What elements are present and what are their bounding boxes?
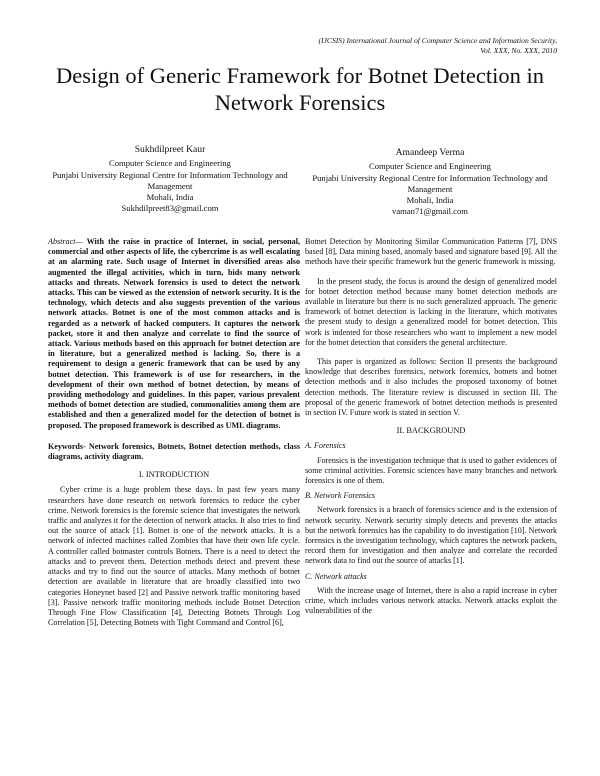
- journal-line-1: (IJCSIS) International Journal of Computer Science and Information Security,: [318, 36, 557, 45]
- left-column: [48, 237, 300, 628]
- introduction-para-3: This paper is organized as follows: Section II presents the background knowledge that describes forensics, network forensics, botnets and botnet detection methods and it also includes the proposed taxonomy of botnet detection methods. The literature review is discussed in section III. The proposal of the generic framework of botnet detection methods is presented in section IV. Future work is stated in section V.: [305, 357, 557, 418]
- subsection-heading-forensics: A. Forensics: [305, 441, 346, 451]
- author-name: Sukhdilpreet Kaur: [134, 144, 206, 155]
- abstract-lead: Abstract—: [48, 237, 83, 246]
- author-email: Sukhdilpreet83@gmail.com: [121, 203, 219, 214]
- network-forensics-text: Network forensics is a branch of forensics science and is the extension of network security. Network security simply detects and prevents the attacks but the network forensics has the capability to do investigation [10]. Network forensics is the investigation technology, which captures the network packets, record them for investigation and then analyze and correlate the recorded network data to find out the source of attacks [1].: [305, 505, 557, 566]
- abstract-text: With the raise in practice of Internet, in social, personal, commercial and other aspects of life, the cybercrime is as well escalating at an alarming rate. Such usage of Internet in diversified areas also augmented the illegal activities, which in turn, bids many network attacks and threats. Network forensics is used to detect the network attacks. This can be viewed as the extension of network security. It is the technology, which detects and also suggests prevention of the various network attacks. Botnet is one of the most common attacks and is regarded as a network of hacked computers. It captures the network packet, store it and then analyze and correlate to find the source of attack. Various methods based on this approach for botnet detection are in literature, but a generalized method is lacking. So, there is a requirement to design a generic framework that can be used by any botnet detection. This framework is of use for researchers, in the development of their own method of botnet detection, by means of providing methodology and guidelines. In this paper, various prevalent methods of botnet detection are studied, commonalities among them are established and then a generalized model for the detection of botnet is proposed. The proposed framework is described as UML diagrams.: [48, 237, 300, 430]
- introduction-para-2: In the present study, the focus is around the design of generalized model for botnet detection method because many botnet detection methods are available in literature but there is no such generalized approach. The generic framework of botnet detection is lacking in the literature, which motivates the present study to design a generalized model for botnet detection. This work is indented for those researchers who want to implement a new model for the botnet detection that considers the general architecture.: [305, 276, 557, 347]
- introduction-continued: Botnet Detection by Monitoring Similar Communication Patterns [7], DNS based [8], Data mining based, anomaly based and signature based [9]. All the methods have their specific framework but the generic framework is missing.: [305, 237, 557, 267]
- section-heading-introduction: I. INTRODUCTION: [138, 470, 210, 480]
- author-block-2: [312, 147, 548, 218]
- author-city: Mohali, India: [406, 195, 454, 206]
- author-block-1: [52, 144, 288, 215]
- introduction-text: Cyber crime is a huge problem these days. In past few years many researchers have done research on network forensics to reduce the cyber crime. Network forensics is the forensic science that investigates the network traffic and analyzes it for the detection of network attacks. It also tries to find out the source of attack [1]. Botnet is one of the network attacks. It is a network of infected machines called Zombies that have their own life cycle. A controller called botmaster controls Botnets. There is a need to detect the attacks and to prevent them. Detection methods detect and prevent these attacks and try to find out the source of attacks. Many methods of botnet detection are available in literature that are broadly classified into two categories Honeynet based [2] and Passive network traffic monitoring based [3]. Passive network traffic monitoring methods include Botnet Detection Through Fine Flow Classification [4], Detecting Botnets Through Log Correlation [5], Detecting Botnets with Tight Command and Control [6],: [48, 485, 300, 628]
- section-heading-background: II. BACKGROUND: [396, 426, 466, 436]
- author-dept: Computer Science and Engineering: [369, 161, 491, 172]
- author-email: vaman71@gmail.com: [392, 206, 468, 217]
- journal-line-2: Vol. XXX, No. XXX, 2010: [480, 46, 557, 55]
- author-name: Amandeep Verma: [395, 147, 465, 158]
- forensics-text: Forensics is the investigation technique that is used to gather evidences of some criminal activities. Forensic sciences have many branches and network forensics is one of them.: [305, 455, 557, 486]
- journal-header: [237, 36, 557, 56]
- author-institution: Punjabi University Regional Centre for Information Technology and Management: [312, 172, 548, 194]
- author-institution: Punjabi University Regional Centre for Information Technology and Management: [52, 169, 288, 191]
- subsection-heading-network-attacks: C. Network attacks: [305, 571, 367, 581]
- author-city: Mohali, India: [146, 192, 194, 203]
- author-dept: Computer Science and Engineering: [109, 158, 231, 169]
- right-column: [305, 237, 557, 617]
- paper-title: Design of Generic Framework for Botnet Detection in Network Forensics: [56, 63, 544, 115]
- subsection-heading-network-forensics: B. Network Forensics: [305, 491, 376, 501]
- network-attacks-text: With the increase usage of Internet, there is also a rapid increase in cyber crime, which includes various network attacks. Network attacks exploit the vulnerabilities of the: [305, 585, 557, 616]
- keywords: Keywords- Network forensics, Botnets, Botnet detection methods, class diagrams, activity diagram.: [48, 441, 300, 462]
- abstract: [48, 237, 300, 431]
